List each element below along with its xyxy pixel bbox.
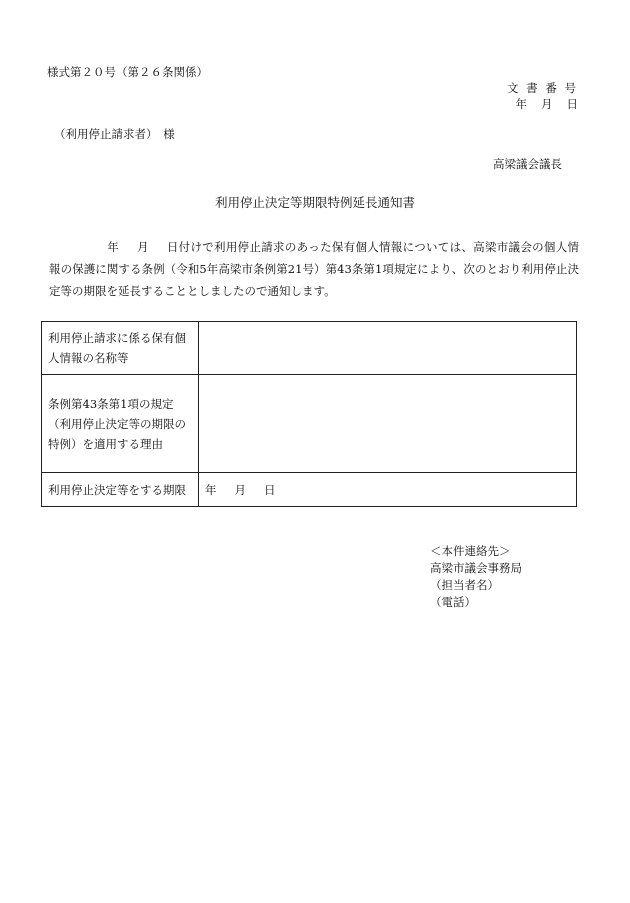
value-info-name — [199, 322, 577, 375]
contact-office: 高梁市議会事務局 — [430, 561, 522, 575]
document-number-label: 文 書 番 号 — [507, 81, 578, 95]
body-paragraph — [49, 236, 579, 302]
sender: 高梁議会議長 — [493, 157, 562, 171]
label-info-name: 利用停止請求に係る保有個人情報の名称等 — [42, 322, 199, 375]
document-date — [502, 96, 579, 112]
contact-block — [430, 543, 522, 611]
deadline-year: 年 — [205, 482, 217, 497]
body-date-year: 年 — [107, 240, 120, 254]
label-deadline: 利用停止決定等をする期限 — [42, 473, 199, 507]
table-row — [42, 375, 577, 473]
body-text: 日付けで利用停止請求のあった保有個人情報については、高梁市議会の個人情報の保護に関する条例（令和5年高梁市条例第21号）第43条第1項規定により、次のとおり利用停止決定等の期限を延長することとしましたので通知します。 — [49, 240, 580, 298]
info-table — [41, 321, 577, 507]
date-month: 月 — [541, 97, 553, 111]
deadline-month: 月 — [234, 482, 246, 497]
addressee: （利用停止請求者） 様 — [54, 127, 175, 141]
contact-phone: （電話） — [430, 595, 476, 609]
body-date-month: 月 — [137, 240, 149, 254]
label-reason: 条例第43条第1項の規定（利用停止決定等の期限の特例）を適用する理由 — [42, 375, 199, 473]
contact-heading: ＜本件連絡先＞ — [430, 544, 511, 558]
document-title: 利用停止決定等期限特例延長通知書 — [214, 195, 415, 210]
body-date — [107, 240, 167, 254]
contact-person: （担当者名） — [430, 578, 499, 592]
table-row — [42, 322, 577, 375]
value-deadline — [199, 473, 577, 507]
table-row — [42, 473, 577, 507]
value-reason — [199, 375, 577, 473]
deadline-day: 日 — [264, 482, 276, 497]
date-year: 年 — [515, 97, 527, 111]
date-day: 日 — [566, 97, 578, 111]
form-number: 様式第２０号（第２６条関係） — [47, 65, 208, 79]
